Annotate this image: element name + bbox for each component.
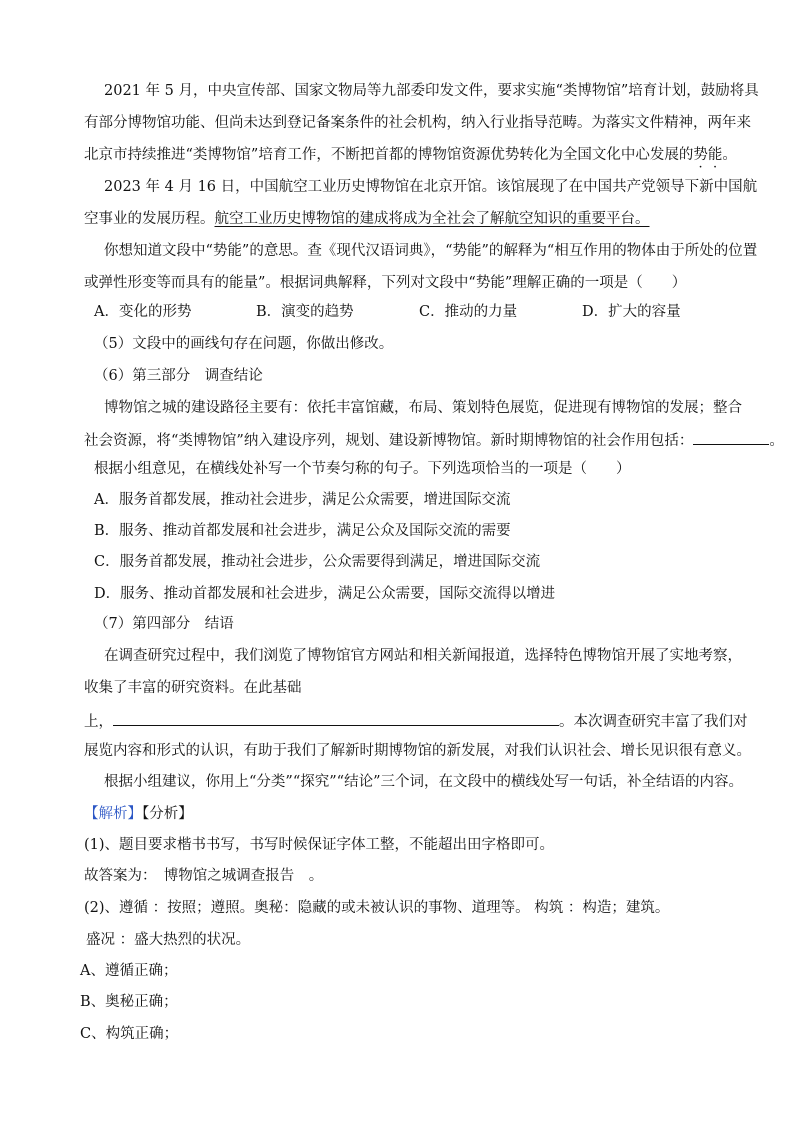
question-6-line-1: 博物馆之城的建设路径主要有：依托丰富馆藏，布局、策划特色展览，促进现有博物馆的发展；整合 (104, 400, 742, 416)
answer-item-c: C、构筑正确； (80, 1026, 179, 1042)
paragraph-2-line-2 (84, 209, 650, 229)
paragraph-1-line-3 (84, 145, 737, 165)
period: 。 (722, 147, 737, 163)
paragraph-1-line-2: 有部分博物馆功能、但尚未达到登记备案条件的社会机构，纳入行业指导范畴。为落实文件精神，两年来 (84, 115, 751, 131)
answer-2-continued: 盛况 ：盛大热烈的状况。 (86, 932, 251, 948)
analysis-tag: 【解析】 (84, 806, 142, 822)
question-7-heading: （7）第四部分 结语 (94, 616, 234, 632)
question-6-option-d: D．服务、推动首都发展和社会进步，满足公众需要，国际交流得以增进 (94, 586, 556, 602)
question-4-option-b: B．演变的趋势 (256, 304, 354, 320)
question-5: （5）文段中的画线句存在问题，你做出修改。 (94, 336, 394, 352)
answer-blank (113, 709, 559, 726)
answer-item-a: A、遵循正确； (80, 963, 178, 979)
question-7-line-3-tail: 。本次调查研究丰富了我们对 (559, 714, 748, 730)
question-4-option-d: D．扩大的容量 (582, 304, 681, 320)
underlined-sentence: 航空工业历史博物馆的建成将成为全社会了解航空知识的重要平台。 (214, 211, 650, 227)
question-6-option-c: C．服务首都发展，推动社会进步，公众需要得到满足，增进国际交流 (94, 554, 541, 570)
answer-item-b: B、奥秘正确； (80, 994, 178, 1010)
emphasis-char-1: 势 (693, 147, 708, 163)
question-6-option-b: B．服务、推动首都发展和社会进步，满足公众及国际交流的需要 (94, 523, 511, 539)
question-4-option-a: A．变化的形势 (94, 304, 192, 320)
question-4-line-2: 或弹性形变等而具有的能量”。根据词典解释，下列对文段中“势能”理解正确的一项是（ ） (84, 275, 687, 291)
answer-1: (1)、题目要求楷书书写，书写时候保证字体工整，不能超出田字格即可。 (84, 837, 555, 853)
analysis-subtag: 【分析】 (142, 806, 193, 822)
paragraph-2-text: 空事业的发展历程。 (84, 211, 215, 227)
question-7-line-4: 展览内容和形式的认识，有助于我们了解新时期博物馆的新发展，对我们认识社会、增长见识很有意义。 (84, 743, 751, 759)
question-6-heading: （6）第三部分 调查结论 (94, 368, 263, 384)
question-7-ask: 根据小组建议，你用上“分类”“探究”“结论”三个词，在文段中的横线处写一句话，补全结语的内容。 (104, 774, 743, 790)
question-7-line-3-text: 上， (84, 714, 113, 730)
question-7-line-1: 在调查研究过程中，我们浏览了博物馆官方网站和相关新闻报道，选择特色博物馆开展了实地考察， (104, 648, 742, 664)
paragraph-1-line-1: 2021 年 5 月，中央宣传部、国家文物局等九部委印发文件，要求实施“类博物馆”培育计划，鼓励将具 (104, 83, 759, 99)
answer-1-result: 故答案为： 博物馆之城调查报告 。 (84, 868, 324, 884)
question-6-line-2-text: 社会资源，将“类博物馆”纳入建设序列，规划、建设新博物馆。新时期博物馆的社会作用包括： (84, 433, 694, 449)
answer-2: (2)、遵循 ：按照；遵照。奥秘：隐藏的或未被认识的事物、道理等。 构筑 ：构造；建筑。 (84, 900, 670, 916)
question-7-line-2: 收集了丰富的研究资料。在此基础 (84, 680, 302, 696)
emphasis-char-2: 能 (707, 147, 723, 163)
analysis-heading (84, 804, 193, 824)
question-6-ask: 根据小组意见，在横线处补写一个节奏匀称的句子。下列选项恰当的一项是（ ） (94, 461, 631, 477)
answer-blank (693, 428, 769, 445)
question-6-line-2 (84, 428, 784, 451)
paragraph-2-line-1: 2023 年 4 月 16 日，中国航空工业历史博物馆在北京开馆。该馆展现了在中国共产党领导下新中国航 (104, 179, 758, 195)
question-6-option-a: A．服务首都发展，推动社会进步，满足公众需要，增进国际交流 (94, 492, 511, 508)
question-4-option-c: C．推动的力量 (419, 304, 518, 320)
paragraph-1-line-3-text: 北京市持续推进“类博物馆”培育工作，不断把首都的博物馆资源优势转化为全国文化中心发展的 (84, 147, 694, 163)
question-4-line-1: 你想知道文段中“势能”的意思。查《现代汉语词典》，“势能”的解释为“相互作用的物体由于所处的位置 (104, 243, 758, 259)
period: 。 (769, 433, 784, 449)
question-7-line-3 (84, 709, 748, 732)
